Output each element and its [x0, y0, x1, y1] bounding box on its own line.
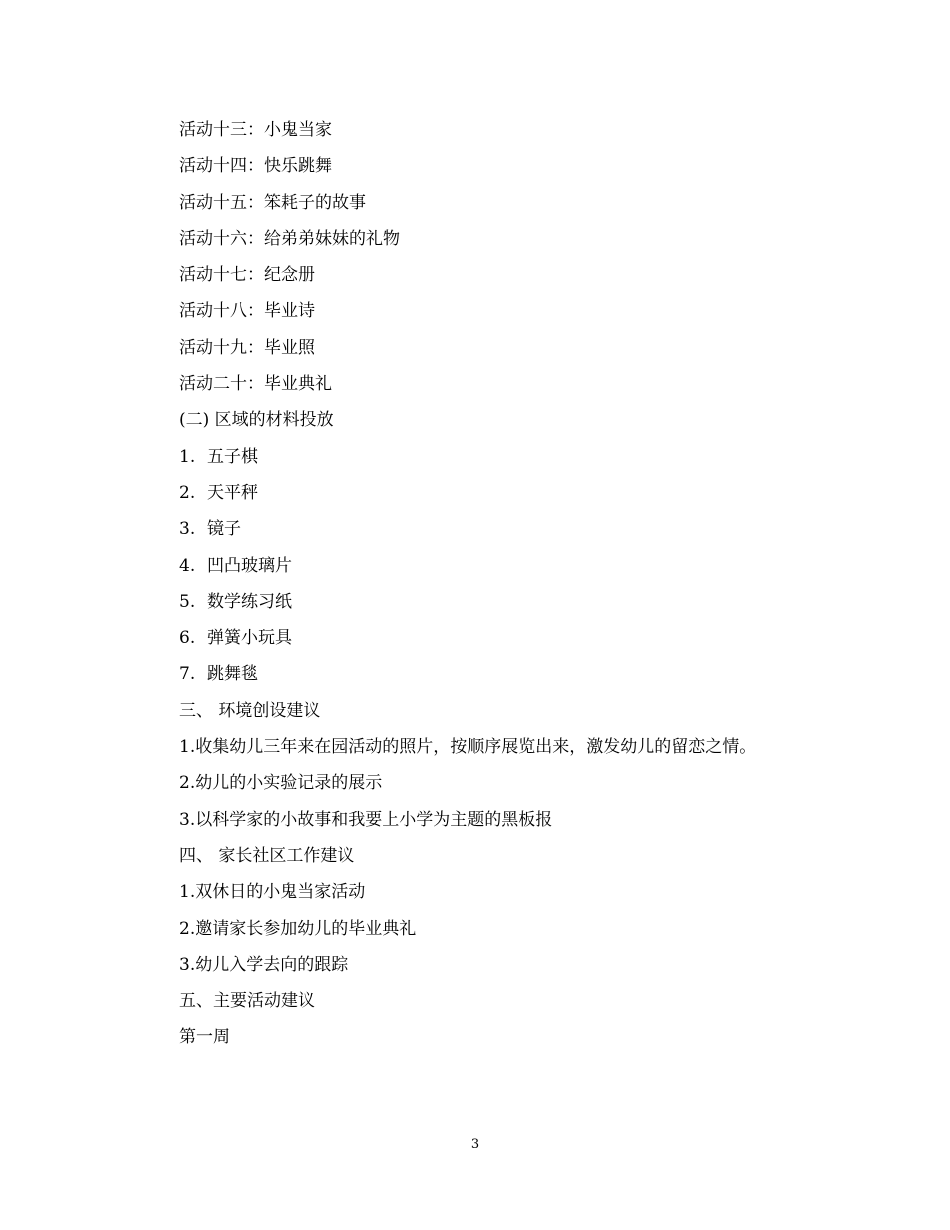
- material-item: [143, 475, 793, 511]
- document-body: [143, 112, 793, 1056]
- material-item: [143, 548, 793, 584]
- environment-item: 2.幼儿的小实验记录的展示: [179, 773, 383, 794]
- activity-item: 活动十五：笨耗子的故事: [179, 192, 366, 213]
- parents-item: 2.邀请家长参加幼儿的毕业典礼: [179, 918, 417, 939]
- material-text: 镜子: [207, 519, 241, 540]
- material-item: [143, 620, 793, 656]
- material-text: 凹凸玻璃片: [207, 555, 292, 576]
- material-number: 2.: [179, 482, 196, 503]
- environment-item: 3.以科学家的小故事和我要上小学为主题的黑板报: [179, 809, 553, 830]
- material-item: [143, 584, 793, 620]
- material-number: 4.: [179, 555, 196, 576]
- material-text: 天平秤: [207, 482, 258, 503]
- materials-heading: (二) 区域的材料投放: [179, 410, 334, 431]
- activity-item: 活动十四：快乐跳舞: [179, 156, 332, 177]
- material-text: 五子棋: [207, 446, 258, 467]
- activity-item: 活动十七：纪念册: [179, 265, 315, 286]
- material-number: 1.: [179, 446, 196, 467]
- activity-item: 活动十九：毕业照: [179, 337, 315, 358]
- environment-heading: 三、 环境创设建议: [179, 700, 321, 721]
- material-number: 6.: [179, 628, 196, 649]
- parents-item: 3.幼儿入学去向的跟踪: [179, 954, 349, 975]
- page-number: 3: [470, 1137, 480, 1152]
- parents-item: 1.双休日的小鬼当家活动: [179, 882, 366, 903]
- material-text: 弹簧小玩具: [207, 628, 292, 649]
- material-number: 5.: [179, 591, 196, 612]
- activity-item: 活动十六：给弟弟妹妹的礼物: [179, 228, 400, 249]
- activity-item: 活动十八：毕业诗: [179, 301, 315, 322]
- activity-item: 活动二十：毕业典礼: [179, 374, 332, 395]
- week-label: 第一周: [179, 1027, 230, 1048]
- environment-item: 1.收集幼儿三年来在园活动的照片，按顺序展览出来，激发幼儿的留恋之情。: [179, 737, 757, 758]
- material-item: [143, 439, 793, 475]
- material-text: 数学练习纸: [207, 591, 292, 612]
- activity-item: 活动十三：小鬼当家: [179, 120, 332, 140]
- material-text: 跳舞毯: [207, 664, 258, 685]
- main-activities-heading: 五、主要活动建议: [179, 991, 315, 1012]
- material-number: 3.: [179, 519, 196, 540]
- material-number: 7.: [179, 664, 196, 685]
- parents-heading: 四、 家长社区工作建议: [179, 845, 355, 866]
- material-item: [143, 656, 793, 692]
- material-item: [143, 511, 793, 547]
